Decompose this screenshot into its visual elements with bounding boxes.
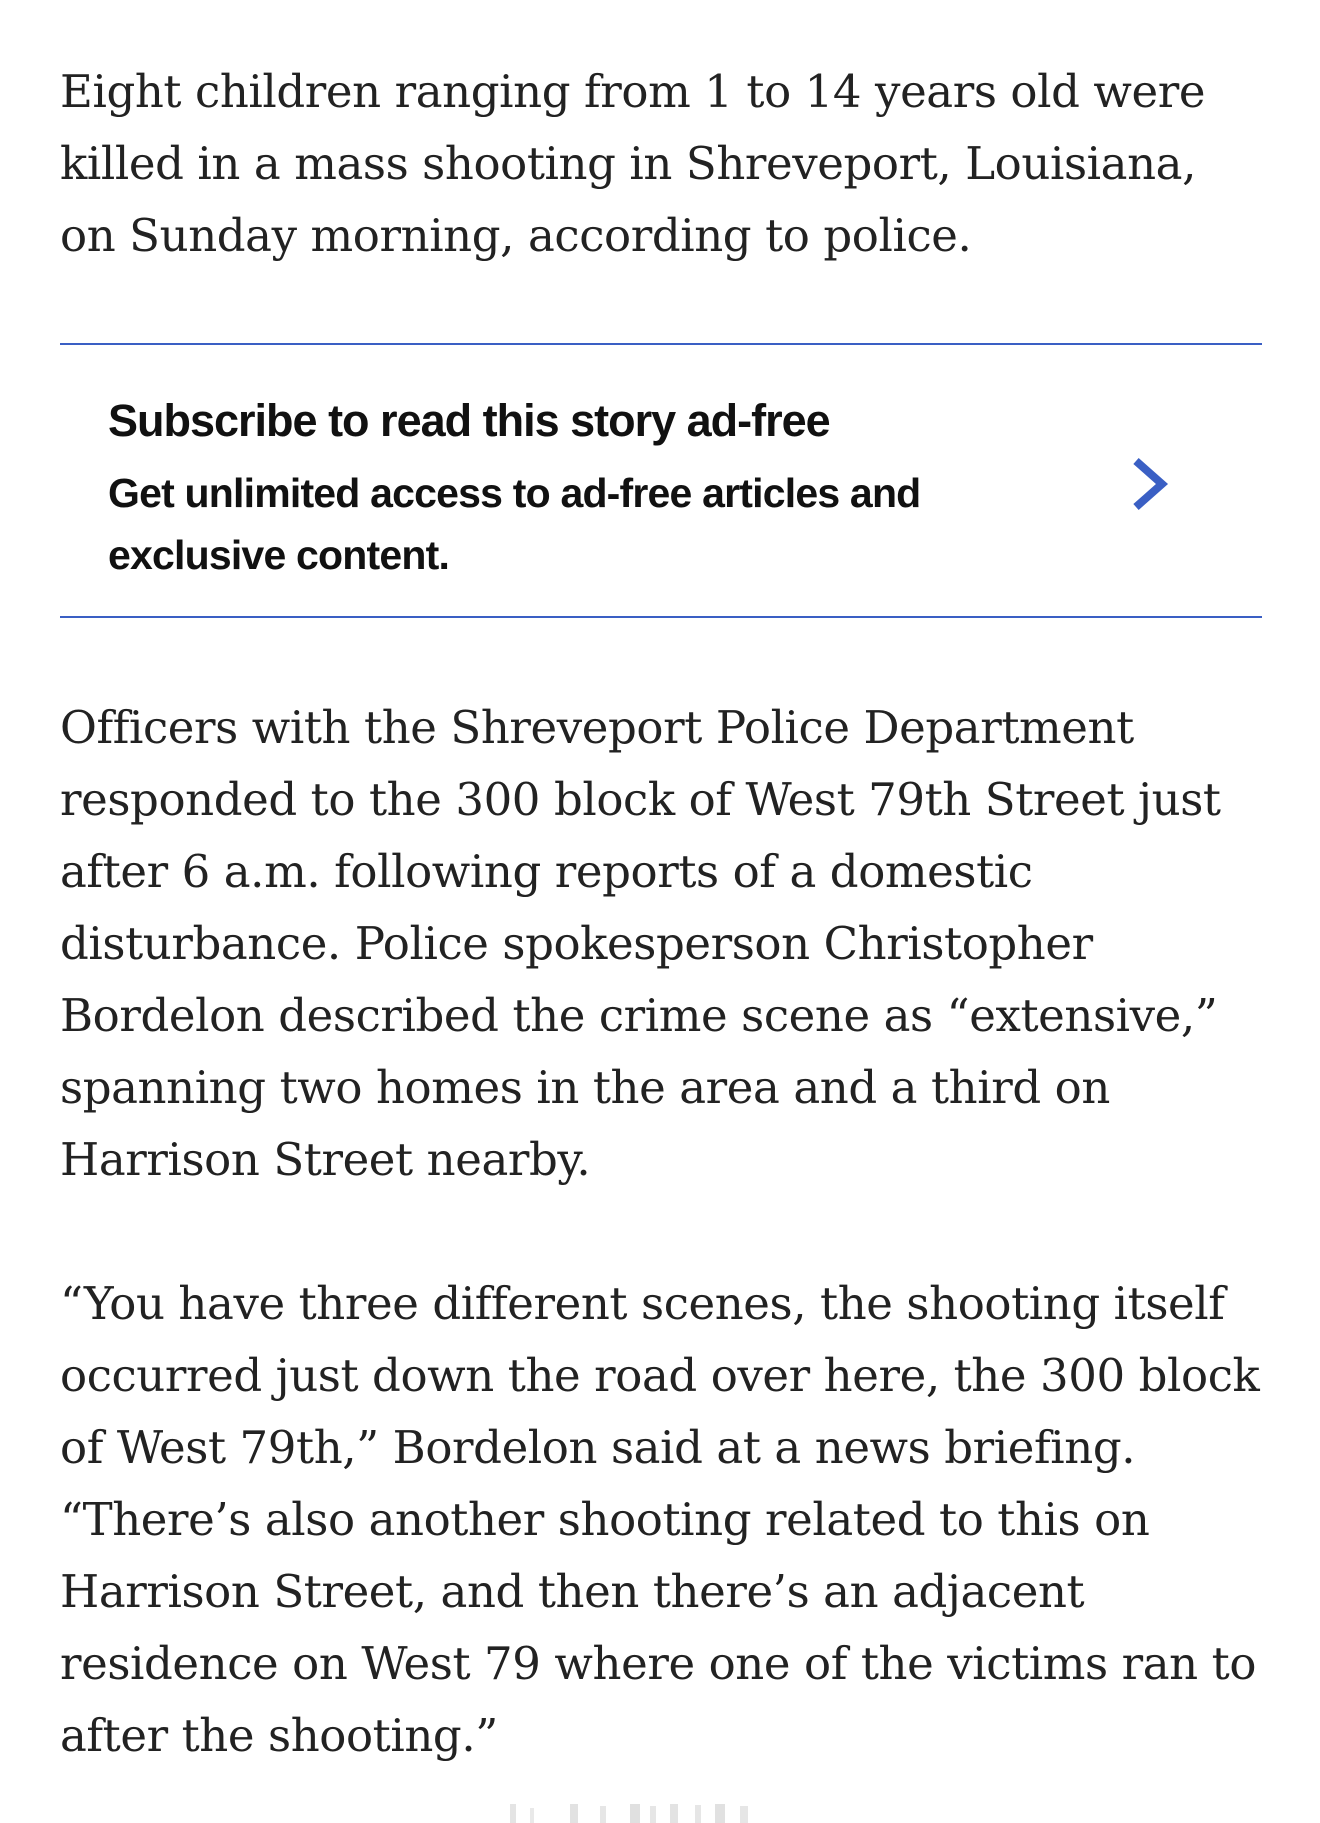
article-paragraph-1: Eight children ranging from 1 to 14 years old were killed in a mass shooting in Shreveport, Louisiana, on Sunday morning, according to police. bbox=[60, 65, 1206, 262]
promo-title: Subscribe to read this story ad-free bbox=[108, 395, 830, 446]
chevron-right-icon[interactable] bbox=[1128, 455, 1172, 513]
subscribe-promo[interactable] bbox=[60, 343, 1262, 618]
promo-subtitle: Get unlimited access to ad-free articles and exclusive content. bbox=[108, 470, 921, 578]
watermark-graphic bbox=[510, 1802, 810, 1823]
article-paragraph-3: “You have three different scenes, the shooting itself occurred just down the road over here, the 300 block of West 79th,” Bordelon said at a news briefing. “There’s also another shooting related to this on Harrison Street, and then there’s an adjacent residence on West 79 where one of the victims ran to after the shooting.” bbox=[60, 1277, 1260, 1762]
article-paragraph-2: Officers with the Shreveport Police Department responded to the 300 block of West 79th Street just after 6 a.m. following reports of a domestic disturbance. Police spokesperson Christopher Bordelon described the crime scene as “extensive,” spanning two homes in the area and a third on Harrison Street nearby. bbox=[60, 701, 1221, 1186]
